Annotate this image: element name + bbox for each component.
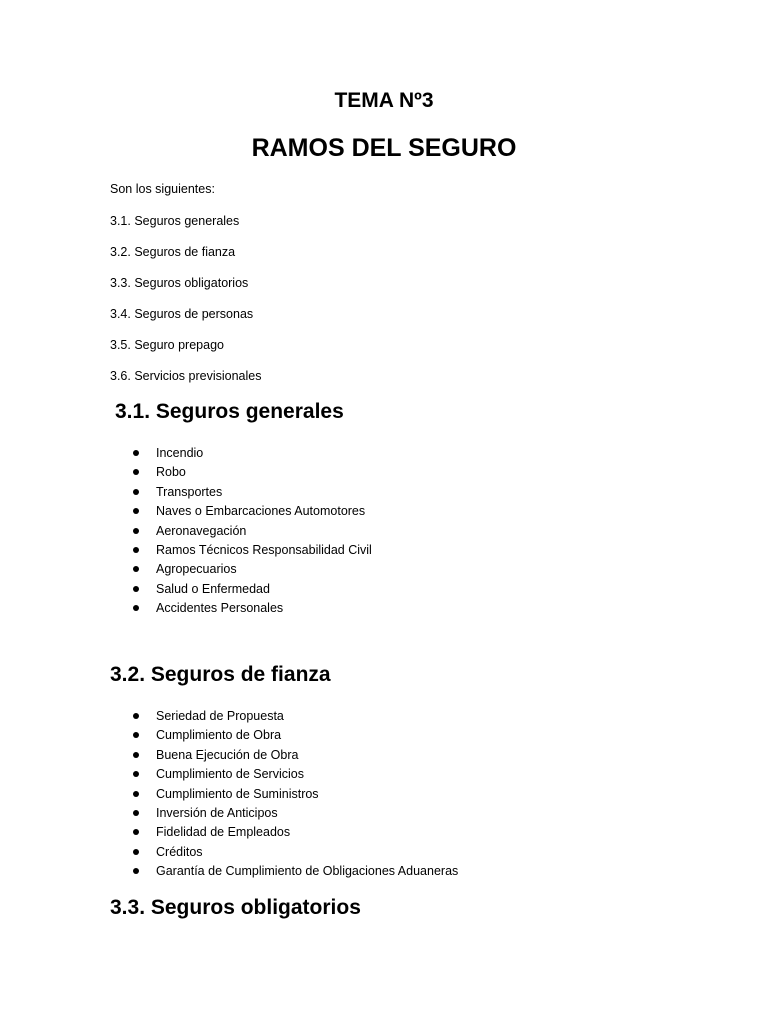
toc-item: 3.3. Seguros obligatorios <box>110 276 249 290</box>
list-item <box>156 786 458 805</box>
bullet-icon <box>133 791 139 797</box>
bullet-icon <box>133 868 139 874</box>
list-item-label: Aeronavegación <box>156 523 247 538</box>
list-item <box>156 747 458 766</box>
list-item-label: Seriedad de Propuesta <box>156 709 284 723</box>
list-item <box>156 561 372 580</box>
list-item <box>156 805 458 824</box>
document-title: RAMOS DEL SEGURO <box>251 134 517 162</box>
toc-item: 3.2. Seguros de fianza <box>110 245 236 259</box>
bullet-list-seguros-generales <box>156 445 372 620</box>
list-item <box>156 863 458 882</box>
list-item-label: Ramos Técnicos Responsabilidad Civil <box>156 542 372 557</box>
bullet-icon <box>133 489 139 495</box>
bullet-icon <box>133 771 139 777</box>
section-heading-seguros-generales: 3.1. Seguros generales <box>115 400 344 423</box>
bullet-icon <box>133 810 139 816</box>
intro-text: Son los siguientes: <box>110 182 215 196</box>
list-item-label: Cumplimiento de Servicios <box>156 767 304 782</box>
list-item-label: Incendio <box>156 446 204 460</box>
bullet-icon <box>133 469 139 475</box>
list-item-label: Naves o Embarcaciones Automotores <box>156 504 366 519</box>
bullet-icon <box>133 732 139 738</box>
list-item <box>156 542 372 561</box>
bullet-icon <box>133 528 139 534</box>
list-item-label: Cumplimiento de Obra <box>156 728 282 743</box>
list-item <box>156 464 372 483</box>
list-item-label: Fidelidad de Empleados <box>156 825 291 840</box>
bullet-icon <box>133 829 139 835</box>
bullet-icon <box>133 450 139 456</box>
list-item <box>156 484 372 503</box>
bullet-icon <box>133 508 139 514</box>
list-item <box>156 445 372 464</box>
list-item <box>156 600 372 619</box>
bullet-icon <box>133 752 139 758</box>
list-item <box>156 766 458 785</box>
list-item-label: Accidentes Personales <box>156 601 284 616</box>
list-item <box>156 844 458 863</box>
bullet-icon <box>133 566 139 572</box>
list-item <box>156 824 458 843</box>
section-heading-seguros-obligatorios: 3.3. Seguros obligatorios <box>110 896 361 919</box>
list-item <box>156 581 372 600</box>
table-of-contents <box>110 213 261 399</box>
bullet-icon <box>133 605 139 611</box>
topic-heading: TEMA Nº3 <box>334 89 434 112</box>
section-heading-seguros-de-fianza: 3.2. Seguros de fianza <box>110 663 331 686</box>
list-item-label: Robo <box>156 465 186 480</box>
list-item <box>156 708 458 727</box>
bullet-icon <box>133 713 139 719</box>
list-item-label: Garantía de Cumplimiento de Obligaciones Aduaneras <box>156 864 459 879</box>
bullet-icon <box>133 586 139 592</box>
toc-item: 3.4. Seguros de personas <box>110 307 254 321</box>
list-item-label: Cumplimiento de Suministros <box>156 786 319 801</box>
toc-item: 3.6. Servicios previsionales <box>110 369 262 383</box>
toc-item: 3.5. Seguro prepago <box>110 338 224 352</box>
list-item-label: Salud o Enfermedad <box>156 581 270 596</box>
bullet-icon <box>133 849 139 855</box>
list-item-label: Transportes <box>156 484 223 499</box>
list-item-label: Inversión de Anticipos <box>156 805 278 820</box>
list-item-label: Buena Ejecución de Obra <box>156 747 299 762</box>
list-item-label: Agropecuarios <box>156 562 237 577</box>
bullet-icon <box>133 547 139 553</box>
list-item <box>156 523 372 542</box>
list-item <box>156 503 372 522</box>
toc-item: 3.1. Seguros generales <box>110 214 240 228</box>
list-item-label: Créditos <box>156 844 203 859</box>
list-item <box>156 727 458 746</box>
bullet-list-seguros-de-fianza <box>156 708 458 883</box>
